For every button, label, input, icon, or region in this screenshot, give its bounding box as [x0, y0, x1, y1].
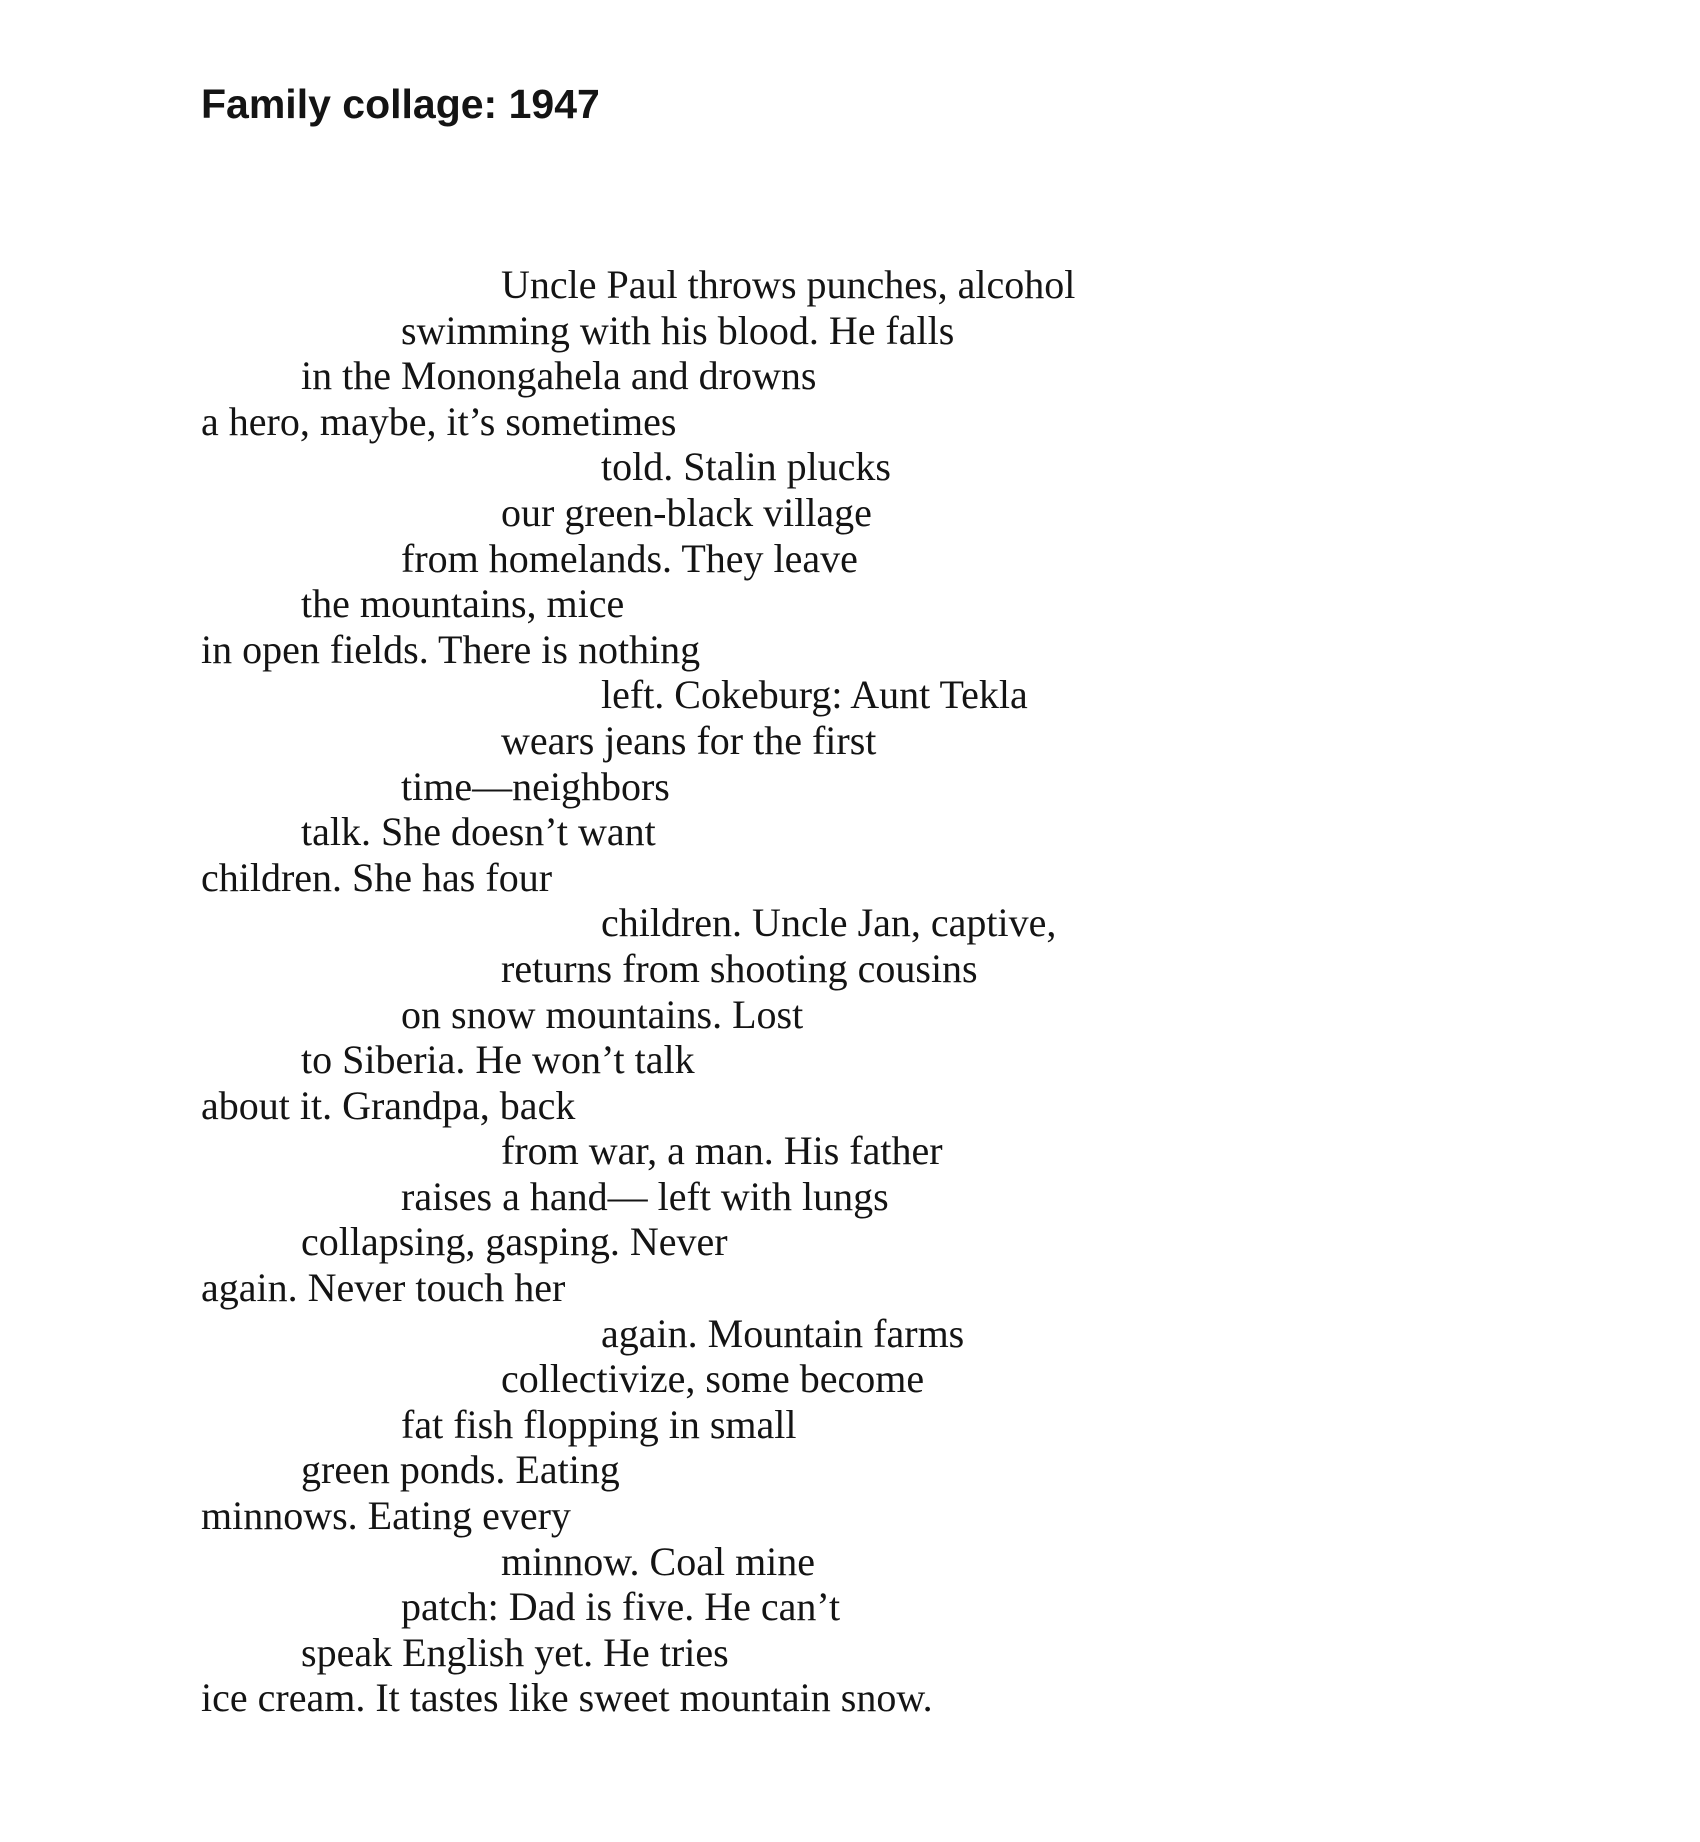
poem-line: speak English yet. He tries — [301, 1629, 729, 1675]
poem-line: Uncle Paul throws punches, alcohol — [501, 262, 1076, 307]
poem-line: minnow. Coal mine — [501, 1538, 816, 1584]
poem-line: wears jeans for the first — [501, 717, 877, 763]
poem-body — [201, 262, 1501, 1721]
poem-line: returns from shooting cousins — [501, 945, 978, 991]
poem-line: our green-black village — [501, 489, 872, 535]
poem-title: Family collage: 1947 — [201, 81, 600, 127]
poem-line: talk. She doesn’t want — [301, 809, 656, 855]
poem-line: again. Mountain farms — [601, 1310, 965, 1356]
poem-line: patch: Dad is five. He can’t — [401, 1584, 841, 1630]
poem-line: minnows. Eating every — [201, 1493, 571, 1539]
poem-line: left. Cokeburg: Aunt Tekla — [601, 672, 1028, 718]
poem-line: swimming with his blood. He falls — [401, 307, 955, 353]
poem-line: in open fields. There is nothing — [201, 626, 701, 672]
poem-line: ice cream. It tastes like sweet mountain snow. — [201, 1675, 933, 1721]
poem-line: in the Monongahela and drowns — [301, 353, 817, 399]
poem-line: from war, a man. His father — [501, 1128, 943, 1174]
poem-line: collapsing, gasping. Never — [301, 1219, 728, 1265]
poem-line: on snow mountains. Lost — [401, 991, 804, 1037]
poem-line: children. She has four — [201, 854, 553, 900]
poem-line: time—neighbors — [401, 763, 670, 809]
poem-line: to Siberia. He won’t talk — [301, 1037, 695, 1083]
poem-line: raises a hand— left with lungs — [401, 1173, 889, 1219]
poem-line: children. Uncle Jan, captive, — [601, 900, 1057, 946]
poem-line: a hero, maybe, it’s sometimes — [201, 398, 677, 444]
poem-line: the mountains, mice — [301, 581, 625, 627]
poem-line: told. Stalin plucks — [601, 444, 891, 490]
poem-line: about it. Grandpa, back — [201, 1082, 576, 1128]
poem-line: green ponds. Eating — [301, 1447, 620, 1493]
poem-line: fat fish flopping in small — [401, 1401, 797, 1447]
poem-line: again. Never touch her — [201, 1265, 566, 1311]
poem-line: from homelands. They leave — [401, 535, 858, 581]
poem-line: collectivize, some become — [501, 1356, 925, 1402]
